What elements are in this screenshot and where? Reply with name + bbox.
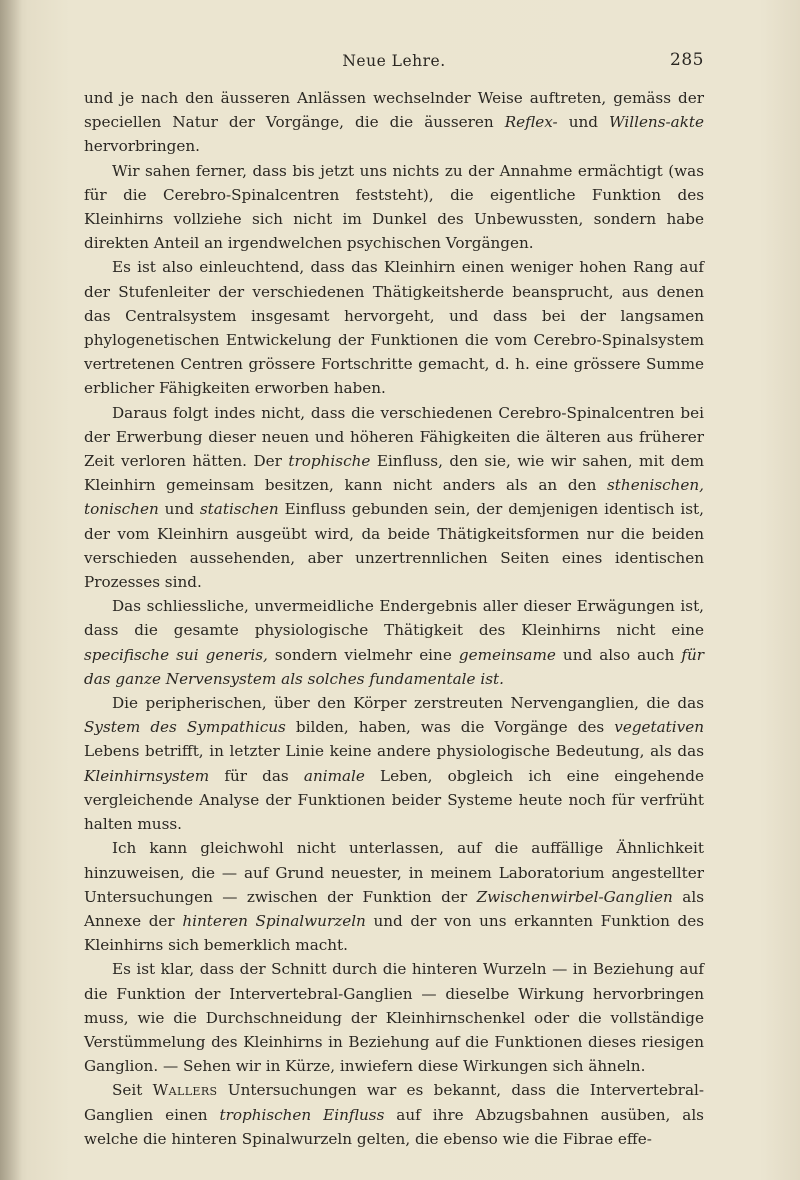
text-run: und (158, 500, 200, 519)
paragraph (84, 691, 704, 836)
body-text (84, 86, 704, 1151)
text-run: als Annexe der (84, 887, 704, 930)
text-run: Seit (112, 1081, 153, 1100)
italic-text: animale (303, 766, 365, 785)
text-run: Es ist klar, dass der Schnitt durch die hinteren Wurzeln — in Beziehung auf die Funktion der Intervertebral-Ganglien — dieselbe Wirkung hervorbringen muss, wie die Durchschneidung der Kleinhirnschenkel oder die vollständige Verstümmelung des Kleinhirns in Beziehung auf die Funktionen dieses riesigen Ganglion. — Sehen wir in Kürze, inwiefern diese Wirkungen sich ähneln. (84, 960, 704, 1076)
italic-text: vegetativen (614, 718, 704, 737)
text-run: Lebens betrifft, in letzter Linie keine andere physiologische Bedeutung, als das (84, 742, 704, 761)
small-caps-name: Wallers (152, 1081, 218, 1100)
text-run: Die peripherischen, über den Körper zerstreuten Nervenganglien, die das (112, 694, 704, 713)
text-run: Einfluss, den sie, wie wir sahen, mit dem Kleinhirn gemeinsam besitzen, kann nicht anders als an den (84, 452, 705, 495)
italic-text: gemeinsame (458, 645, 556, 664)
italic-text: Reflex- (504, 113, 558, 132)
paragraph (84, 957, 704, 1078)
paragraph (84, 594, 704, 691)
paragraph (84, 401, 704, 595)
text-run: Ich kann gleichwohl nicht unterlassen, auf die auffällige Ähnlichkeit hinzuweisen, die — auf Grund neuester, in meinem Laboratorium angestellter Untersuchungen — zwischen der Funktion der (84, 839, 704, 906)
paragraph (84, 86, 704, 159)
text-run: und je nach den äusseren Anlässen wechselnder Weise auftreten, gemäss der speciellen Natur der Vorgänge, die die äusseren (84, 89, 704, 132)
text-run: Daraus folgt indes nicht, dass die verschiedenen Cerebro-Spinalcentren bei der Erwerbung dieser neuen und höheren Fähigkeiten die älteren aus früherer Zeit verloren hätten. Der (84, 403, 704, 471)
spine-shadow (0, 0, 22, 1180)
paragraph (84, 836, 704, 957)
text-run: Wir sahen ferner, dass bis jetzt uns nichts zu der Annahme ermächtigt (was für die Cerebro-Spinalcentren feststeht), die eigentliche Funktion des Kleinhirns vollziehe sich nicht im Dunkel des Unbewussten, sondern habe direkten Anteil an irgendwelchen psychischen Vorgängen. (84, 161, 704, 253)
italic-text: sthenischen, tonischen (84, 476, 704, 519)
text-run: bilden, haben, was die Vorgänge des (285, 718, 615, 737)
text-run: für das (209, 766, 304, 785)
text-run: Untersuchungen war es bekannt, dass die Intervertebral-Ganglien einen (84, 1081, 704, 1124)
text-run: Einfluss gebunden sein, der demjenigen identisch ist, der vom Kleinhirn ausgeübt wird, da beide Thätigkeitsformen nur die beiden verschieden aussehenden, aber unzertrennlichen Seiten eines identischen Prozesses sind. (84, 500, 704, 592)
italic-text: specifische sui generis, (84, 645, 268, 664)
paragraph (84, 159, 704, 256)
running-title: Neue Lehre. (342, 52, 446, 70)
text-run: hervorbringen. (84, 137, 200, 156)
paragraph (84, 1078, 704, 1151)
paragraph (84, 255, 704, 400)
italic-text: für das ganze Nervensystem als solches fundamentale ist. (84, 645, 705, 688)
text-run: Das schliessliche, unvermeidliche Endergebnis aller dieser Erwägungen ist, dass die gesamte physiologische Thätigkeit des Kleinhirns nicht eine (84, 597, 704, 640)
italic-text: hinteren Spinalwurzeln (182, 911, 366, 930)
text-run: und der von uns erkannten Funktion des Kleinhirns sich bemerklich macht. (84, 911, 705, 955)
text-run: und (557, 113, 610, 132)
italic-text: System des Sympathicus (84, 718, 286, 737)
text-run: und also auch (555, 645, 682, 664)
text-run: Leben, obgleich ich eine eingehende vergleichende Analyse der Funktionen beider Systeme heute noch für verfrüht halten muss. (84, 766, 705, 834)
italic-text: Kleinhirnsystem (84, 766, 210, 785)
italic-text: statischen (199, 500, 279, 519)
italic-text: Willens-akte (609, 113, 704, 132)
text-run: Es ist also einleuchtend, dass das Kleinhirn einen weniger hohen Rang auf der Stufenleiter der verschiedenen Thätigkeitsherde beansprucht, aus denen das Centralsystem insgesamt hervorgeht, und dass bei der langsamen phylogenetischen Entwickelung der Funktionen die vom Cerebro-Spinalsystem vertretenen Centren grössere Fortschritte gemacht, d. h. eine grössere Summe erblicher Fähigkeiten erworben haben. (84, 258, 704, 398)
italic-text: trophischen Einfluss (219, 1105, 385, 1124)
page-number: 285 (670, 50, 704, 70)
text-run: sondern vielmehr eine (267, 645, 459, 664)
italic-text: Zwischenwirbel-Ganglien (476, 887, 673, 906)
text-run: auf ihre Abzugsbahnen ausüben, als welche die hinteren Spinalwurzeln gelten, die ebenso wie die Fibrae effe- (84, 1105, 704, 1148)
italic-text: trophische (288, 452, 371, 471)
page-header (84, 46, 704, 76)
